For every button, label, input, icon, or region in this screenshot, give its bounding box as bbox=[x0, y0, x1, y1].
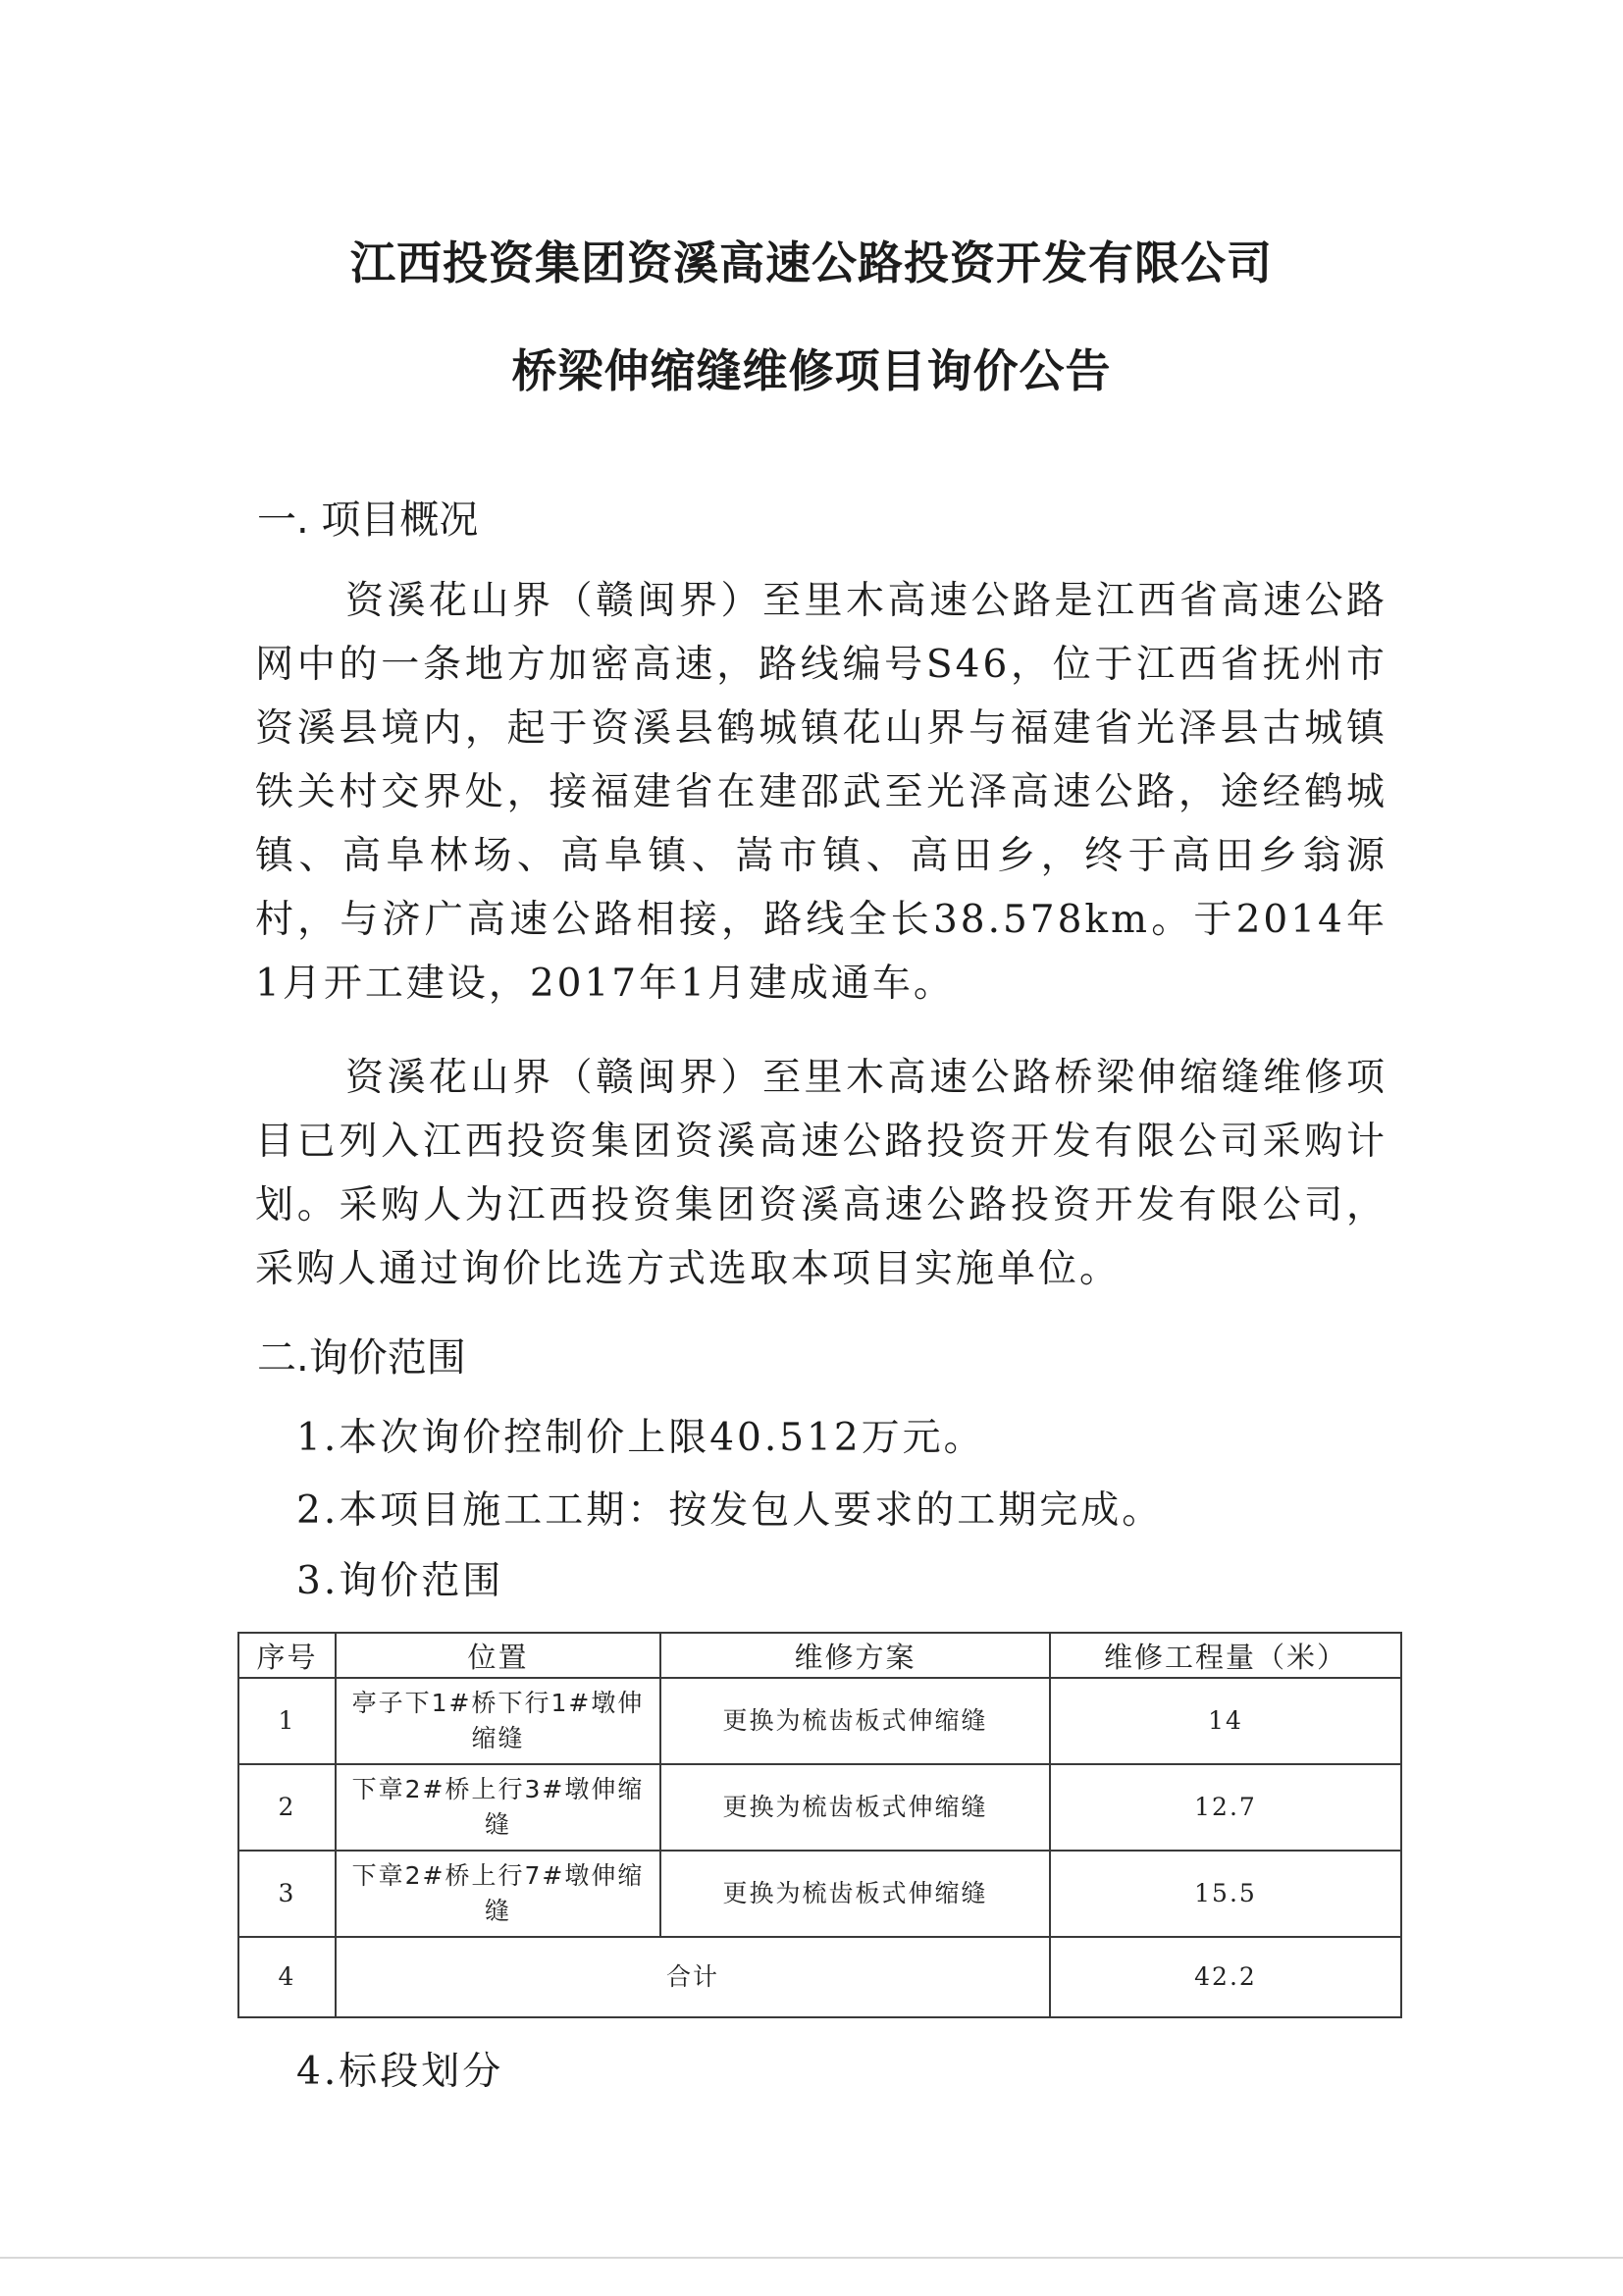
table-row bbox=[238, 1678, 1401, 1764]
table-total-row bbox=[238, 1937, 1401, 2017]
cell-no: 1 bbox=[238, 1678, 336, 1764]
cell-quantity: 15.5 bbox=[1050, 1851, 1401, 1937]
section-heading-scope: 二.询价范围 bbox=[257, 1335, 466, 1381]
repair-scope-table bbox=[237, 1632, 1402, 2018]
table-header-row bbox=[238, 1633, 1401, 1678]
cell-plan: 更换为梳齿板式伸缩缝 bbox=[660, 1764, 1050, 1851]
cell-location: 下章2#桥上行7#墩伸缩缝 bbox=[336, 1851, 660, 1937]
header-location: 位置 bbox=[336, 1633, 660, 1678]
cell-total-quantity: 42.2 bbox=[1050, 1937, 1401, 2017]
overview-paragraph-1: 资溪花山界（赣闽界）至里木高速公路是江西省高速公路网中的一条地方加密高速，路线编号S46，位于江西省抚州市资溪县境内，起于资溪县鹤城镇花山界与福建省光泽县古城镇铁关村交界处，接福建省在建邵武至光泽高速公路，途经鹤城镇、高阜林场、高阜镇、嵩市镇、高田乡，终于高田乡翁源村，与济广高速公路相接，路线全长38.578km。于2014年1月开工建设，2017年1月建成通车。 bbox=[255, 579, 1387, 1006]
cell-no: 4 bbox=[238, 1937, 336, 2017]
header-no: 序号 bbox=[238, 1633, 336, 1678]
scope-item-range: 3.询价范围 bbox=[296, 1559, 504, 1603]
cell-total-label: 合计 bbox=[336, 1937, 1050, 2017]
cell-no: 3 bbox=[238, 1851, 336, 1937]
cell-plan: 更换为梳齿板式伸缩缝 bbox=[660, 1851, 1050, 1937]
cell-quantity: 12.7 bbox=[1050, 1764, 1401, 1851]
cell-plan: 更换为梳齿板式伸缩缝 bbox=[660, 1678, 1050, 1764]
document-title-line1: 江西投资集团资溪高速公路投资开发有限公司 bbox=[350, 236, 1273, 289]
document-title-line2: 桥梁伸缩缝维修项目询价公告 bbox=[511, 344, 1112, 397]
scope-item-duration: 2.本项目施工工期：按发包人要求的工期完成。 bbox=[296, 1488, 1164, 1533]
cell-quantity: 14 bbox=[1050, 1678, 1401, 1764]
header-plan: 维修方案 bbox=[660, 1633, 1050, 1678]
cell-location: 下章2#桥上行3#墩伸缩缝 bbox=[336, 1764, 660, 1851]
table-row bbox=[238, 1851, 1401, 1937]
overview-paragraph-2: 资溪花山界（赣闽界）至里木高速公路桥梁伸缩缝维修项目已列入江西投资集团资溪高速公路投资开发有限公司采购计划。采购人为江西投资集团资溪高速公路投资开发有限公司，采购人通过询价比选方式选取本项目实施单位。 bbox=[255, 1056, 1387, 1291]
table-row bbox=[238, 1764, 1401, 1851]
header-quantity: 维修工程量（米） bbox=[1050, 1633, 1401, 1678]
scope-item-lots: 4.标段划分 bbox=[296, 2050, 504, 2094]
scan-edge-divider bbox=[0, 2257, 1623, 2259]
cell-no: 2 bbox=[238, 1764, 336, 1851]
scope-item-price-cap: 1.本次询价控制价上限40.512万元。 bbox=[296, 1416, 985, 1460]
cell-location: 亭子下1#桥下行1#墩伸缩缝 bbox=[336, 1678, 660, 1764]
section-heading-overview: 一. 项目概况 bbox=[257, 497, 479, 543]
